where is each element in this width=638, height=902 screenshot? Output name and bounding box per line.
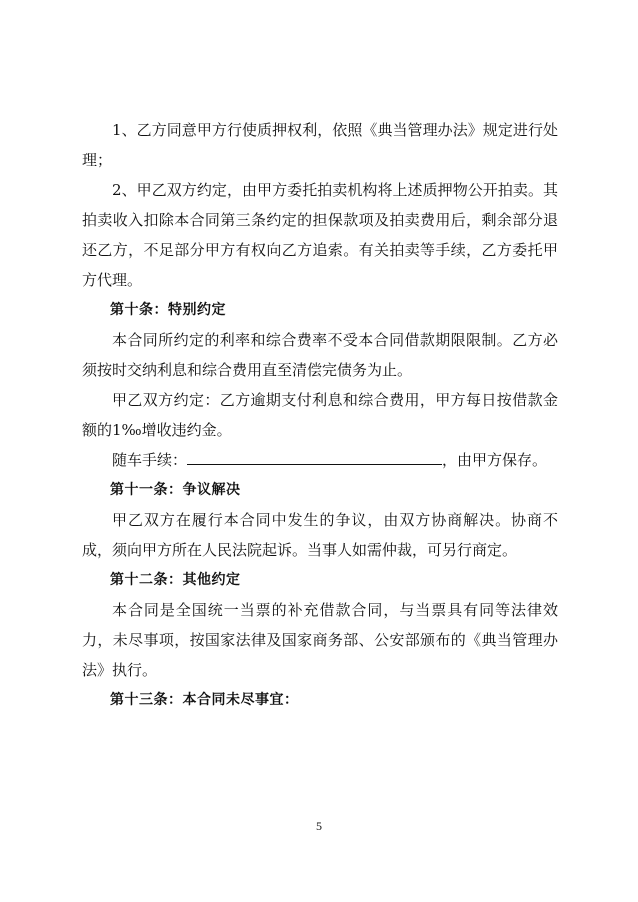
page-number: 5 [316,819,322,833]
vehicle-documents-line [82,445,558,475]
article-11-paragraph: 甲乙双方在履行本合同中发生的争议，由双方协商解决。协商不成，须向甲方所在人民法院起诉。当事人如需仲裁，可另行商定。 [82,511,558,559]
clause-item-1: 1、乙方同意甲方行使质押权利，依照《典当管理办法》规定进行处理； [82,121,558,169]
vehicle-documents-suffix: ，由甲方保存。 [442,451,548,469]
clause-item-2: 2、甲乙双方约定，由甲方委托拍卖机构将上述质押物公开拍卖。其拍卖收入扣除本合同第三条约定的担保款项及拍卖费用后，剩余部分退还乙方，不足部分甲方有权向乙方追索。有关拍卖等手续，乙方委托甲方代理。 [82,181,558,289]
article-10-paragraph-1: 本合同所约定的利率和综合费率不受本合同借款期限限制。乙方必须按时交纳利息和综合费用直至清偿完债务为止。 [82,331,558,379]
article-12-paragraph: 本合同是全国统一当票的补充借款合同，与当票具有同等法律效力，未尽事项，按国家法律及国家商务部、公安部颁布的《典当管理办法》执行。 [82,601,558,679]
article-10-paragraph-2: 甲乙双方约定：乙方逾期支付利息和综合费用，甲方每日按借款金额的1‰增收违约金。 [82,391,558,439]
article-13-heading: 第十三条：本合同未尽事宜： [110,692,299,708]
article-11-heading: 第十一条：争议解决 [110,482,241,498]
article-12-heading: 第十二条：其他约定 [110,572,241,588]
document-body [82,115,558,715]
article-10-heading: 第十条：特别约定 [110,302,226,318]
vehicle-documents-label: 随车手续： [112,451,188,469]
fill-in-blank-line [187,446,442,465]
